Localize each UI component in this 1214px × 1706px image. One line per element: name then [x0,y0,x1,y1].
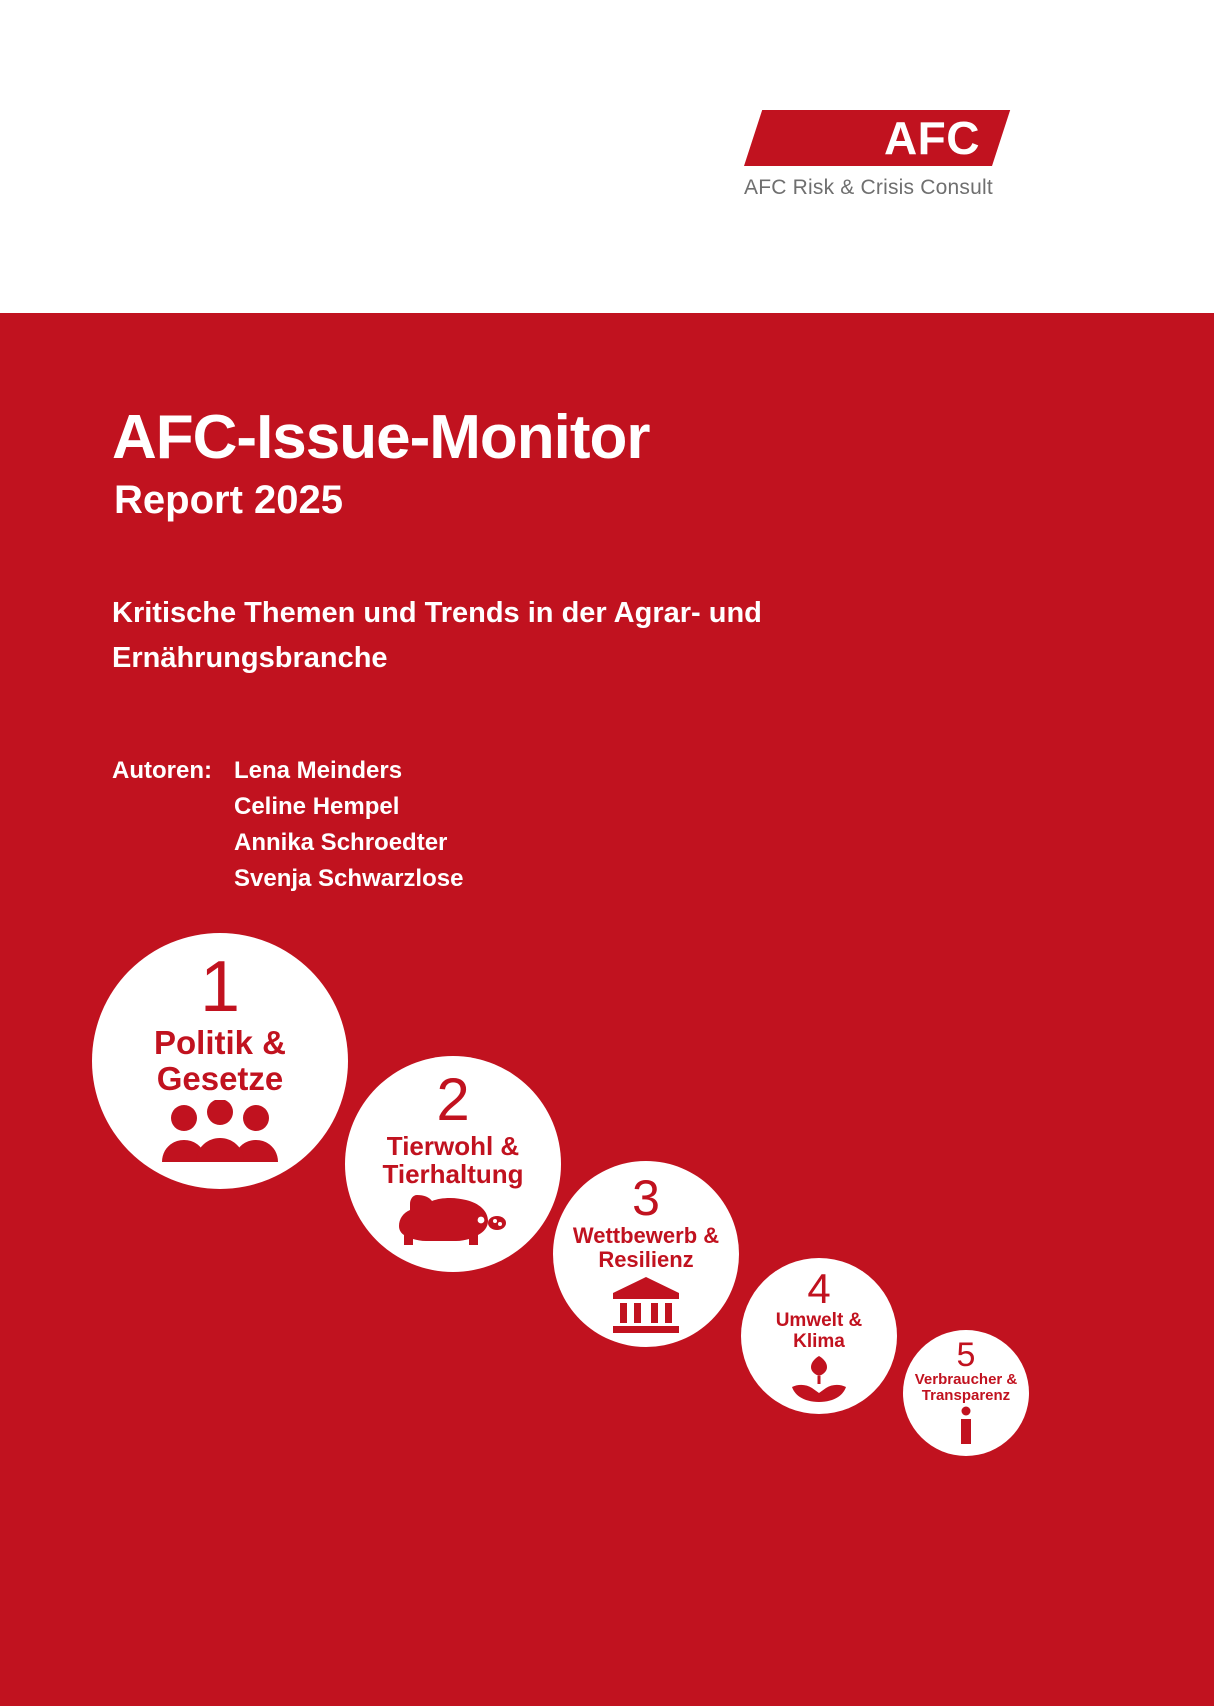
author-name: Lena Meinders [234,757,403,784]
authors-spacer [112,861,234,897]
company-name: AFC Risk & Crisis Consult [744,176,993,199]
topic-label: Umwelt & Klima [775,1310,863,1352]
topic-bubble-5 [903,1330,1029,1456]
pig-icon [397,1191,509,1253]
hand-plant-icon [788,1354,850,1404]
authors-block [112,753,463,897]
logo-mark [744,110,992,166]
topic-bubbles [0,913,1214,1493]
author-name: Annika Schroedter [234,829,448,856]
topic-label: Verbraucher & Transparenz [914,1371,1018,1405]
cover-tagline: Kritische Themen und Trends in der Agrar- und Ernährungsbranche [112,597,762,674]
report-subtitle: Report 2025 [114,478,343,522]
author-name: Svenja Schwarzlose [234,865,464,892]
cover-panel [0,313,1214,1706]
authors-spacer [112,789,234,825]
topic-number: 2 [436,1066,470,1133]
afc-logo [744,110,992,200]
authors-label: Autoren: [112,757,212,784]
topic-bubble-3 [553,1161,739,1347]
authors-spacer [112,825,234,861]
topic-number: 5 [956,1336,976,1374]
topic-bubble-4 [741,1258,897,1414]
bank-building-icon [611,1276,681,1334]
topic-label: Tierwohl & Tierhaltung [382,1131,524,1190]
topic-number: 1 [199,947,241,1027]
author-name: Celine Hempel [234,793,400,820]
page-title: AFC-Issue-Monitor [112,403,650,472]
people-group-icon [160,1100,280,1166]
topic-label: Politik & Gesetze [153,1024,287,1097]
topic-number: 4 [807,1265,831,1312]
logo-text: AFC [883,112,980,164]
page-header [0,0,1214,313]
topic-number: 3 [632,1170,660,1226]
topic-bubble-2 [345,1056,561,1272]
topic-bubble-1 [92,933,348,1189]
info-icon [949,1406,983,1444]
topic-label: Wettbewerb & Resilienz [572,1223,720,1272]
